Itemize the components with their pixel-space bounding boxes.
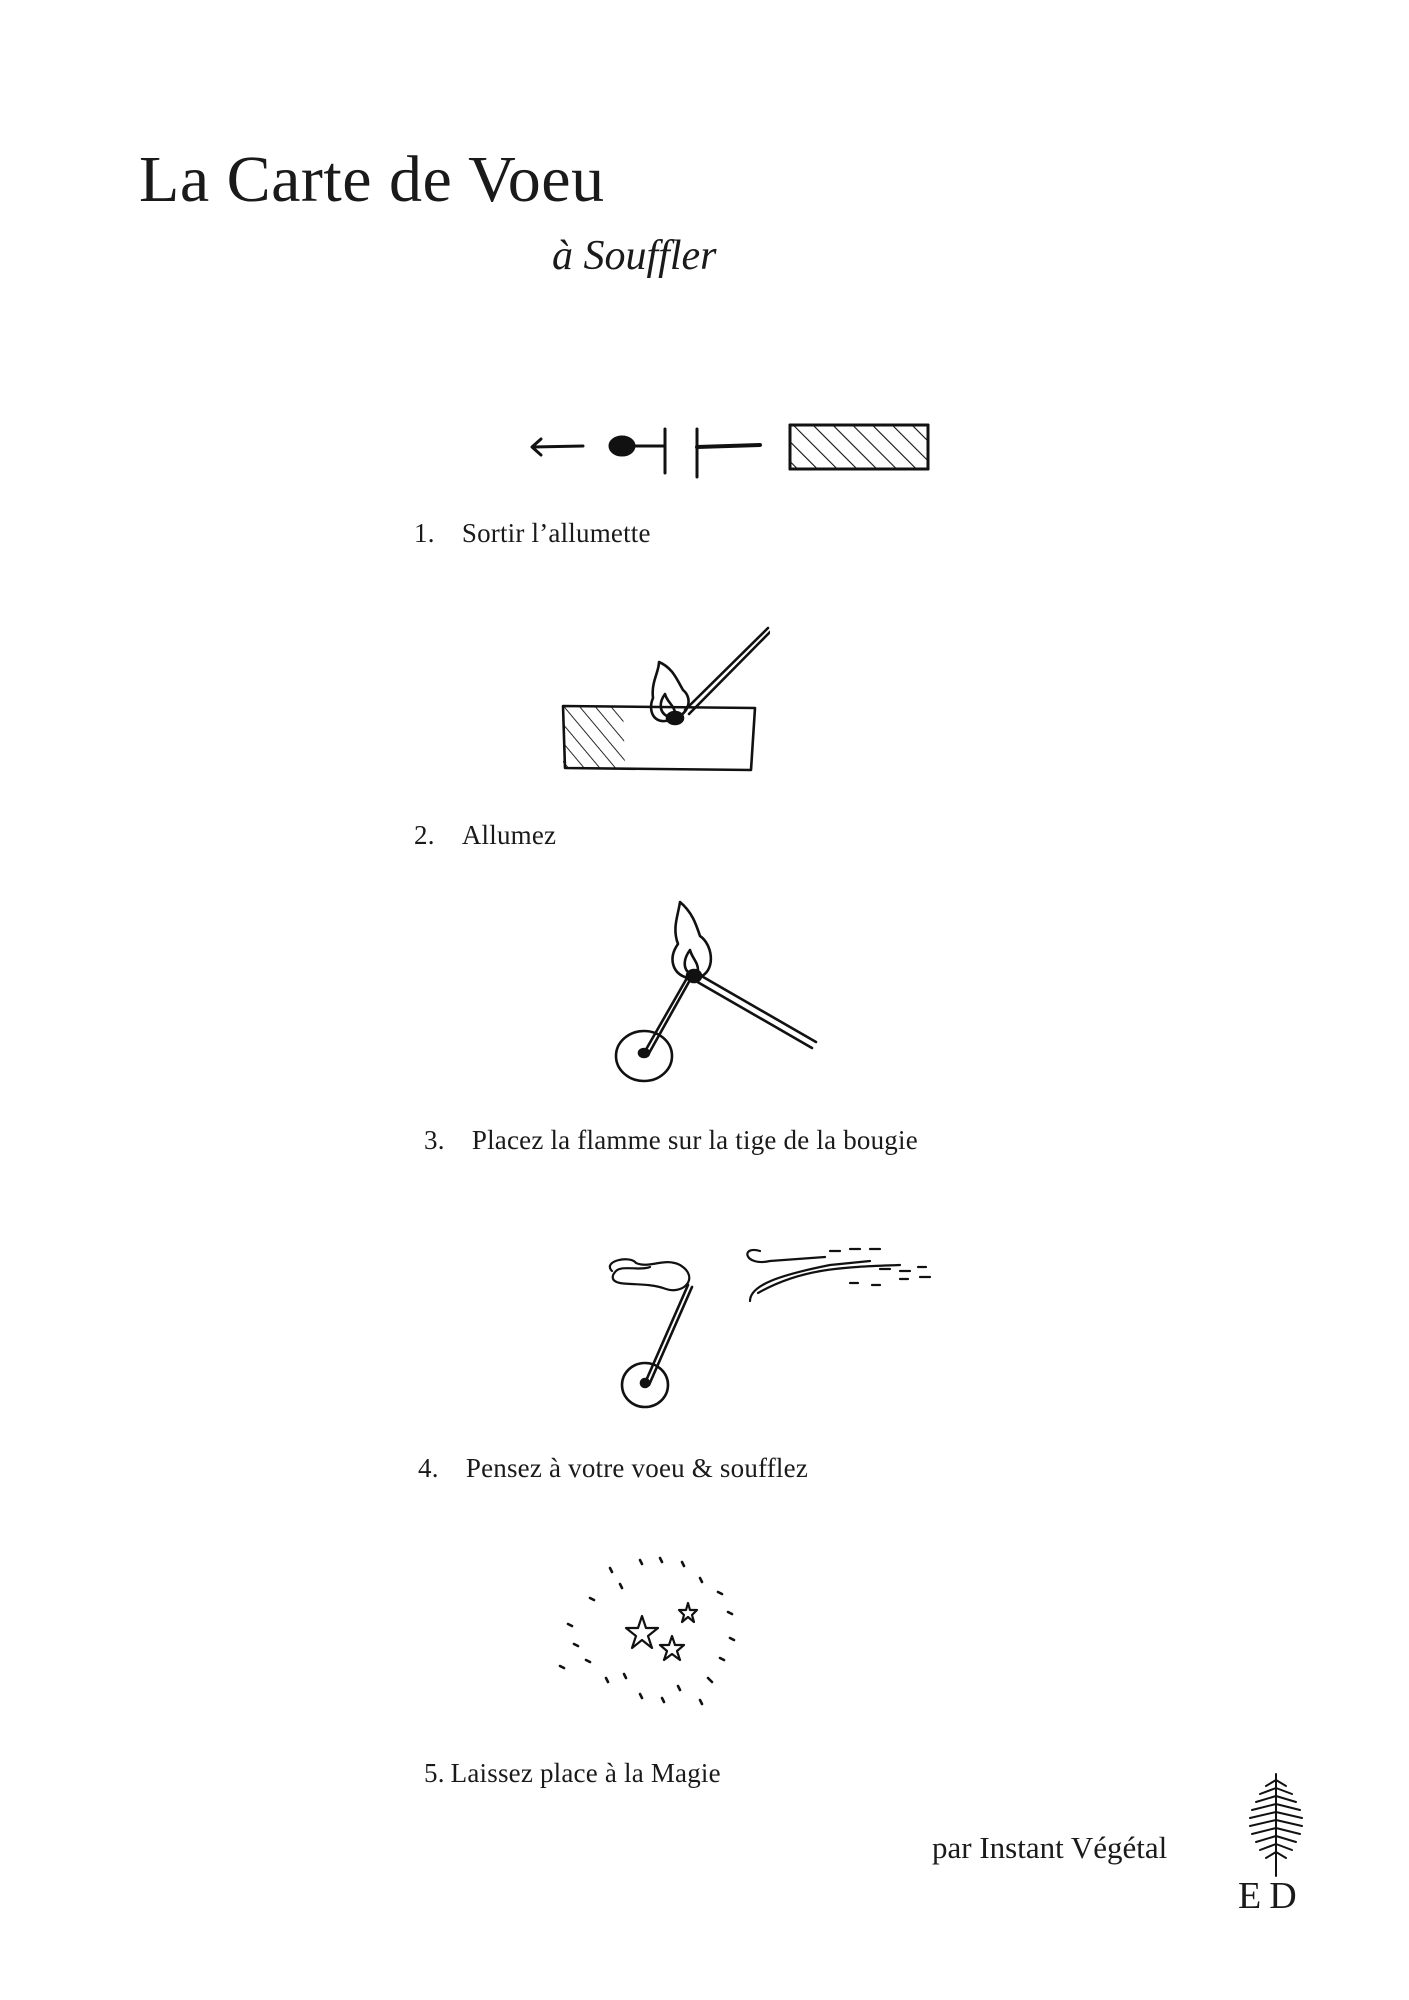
page-subtitle: à Souffler	[552, 233, 717, 279]
step-2	[414, 820, 556, 851]
candle-base-icon	[622, 1363, 668, 1407]
step-3-illustration	[612, 888, 822, 1088]
step-2-text: Allumez	[461, 820, 557, 850]
step-1-illustration	[525, 415, 955, 490]
page-title: La Carte de Voeu	[139, 143, 605, 216]
step-4-text: Pensez à votre voeu & soufflez	[465, 1453, 809, 1483]
credit-line: par Instant Végétal	[932, 1830, 1168, 1865]
step-3-number: 3.	[424, 1125, 445, 1155]
step-1-number: 1.	[414, 518, 435, 548]
fern-leaf-icon	[1236, 1770, 1316, 1880]
candle-wick	[645, 1285, 688, 1383]
step-5	[424, 1758, 721, 1789]
step-4-illustration	[600, 1235, 970, 1415]
step-1	[414, 518, 651, 549]
pull-arrow-icon	[532, 439, 583, 455]
sparkle-dots	[560, 1558, 734, 1704]
step-3	[424, 1125, 918, 1156]
star-icon	[626, 1616, 658, 1648]
step-1-text: Sortir l’allumette	[461, 518, 651, 548]
step-3-text: Placez la flamme sur la tige de la bougie	[471, 1125, 918, 1155]
step-2-illustration	[555, 622, 770, 777]
star-icon	[660, 1636, 684, 1660]
step-2-number: 2.	[414, 820, 435, 850]
star-icon	[679, 1603, 697, 1622]
step-4-number: 4.	[418, 1453, 439, 1483]
lit-match-icon	[673, 902, 816, 1048]
smoke-curl-icon	[610, 1259, 689, 1290]
step-5-text: Laissez place à la Magie	[450, 1758, 721, 1788]
wind-gust-icon	[747, 1249, 930, 1301]
brand-logo-letters: ED	[1238, 1875, 1305, 1917]
step-5-number: 5.	[424, 1758, 445, 1788]
lit-match-icon	[651, 628, 770, 724]
candle-base-icon	[616, 1031, 672, 1081]
matchbox-icon	[563, 706, 755, 770]
matchstick-icon	[610, 429, 665, 473]
matchbox-strip-icon	[790, 425, 928, 469]
step-4	[418, 1453, 808, 1484]
step-5-illustration	[550, 1548, 745, 1713]
matchstick-slot-icon	[697, 429, 760, 477]
